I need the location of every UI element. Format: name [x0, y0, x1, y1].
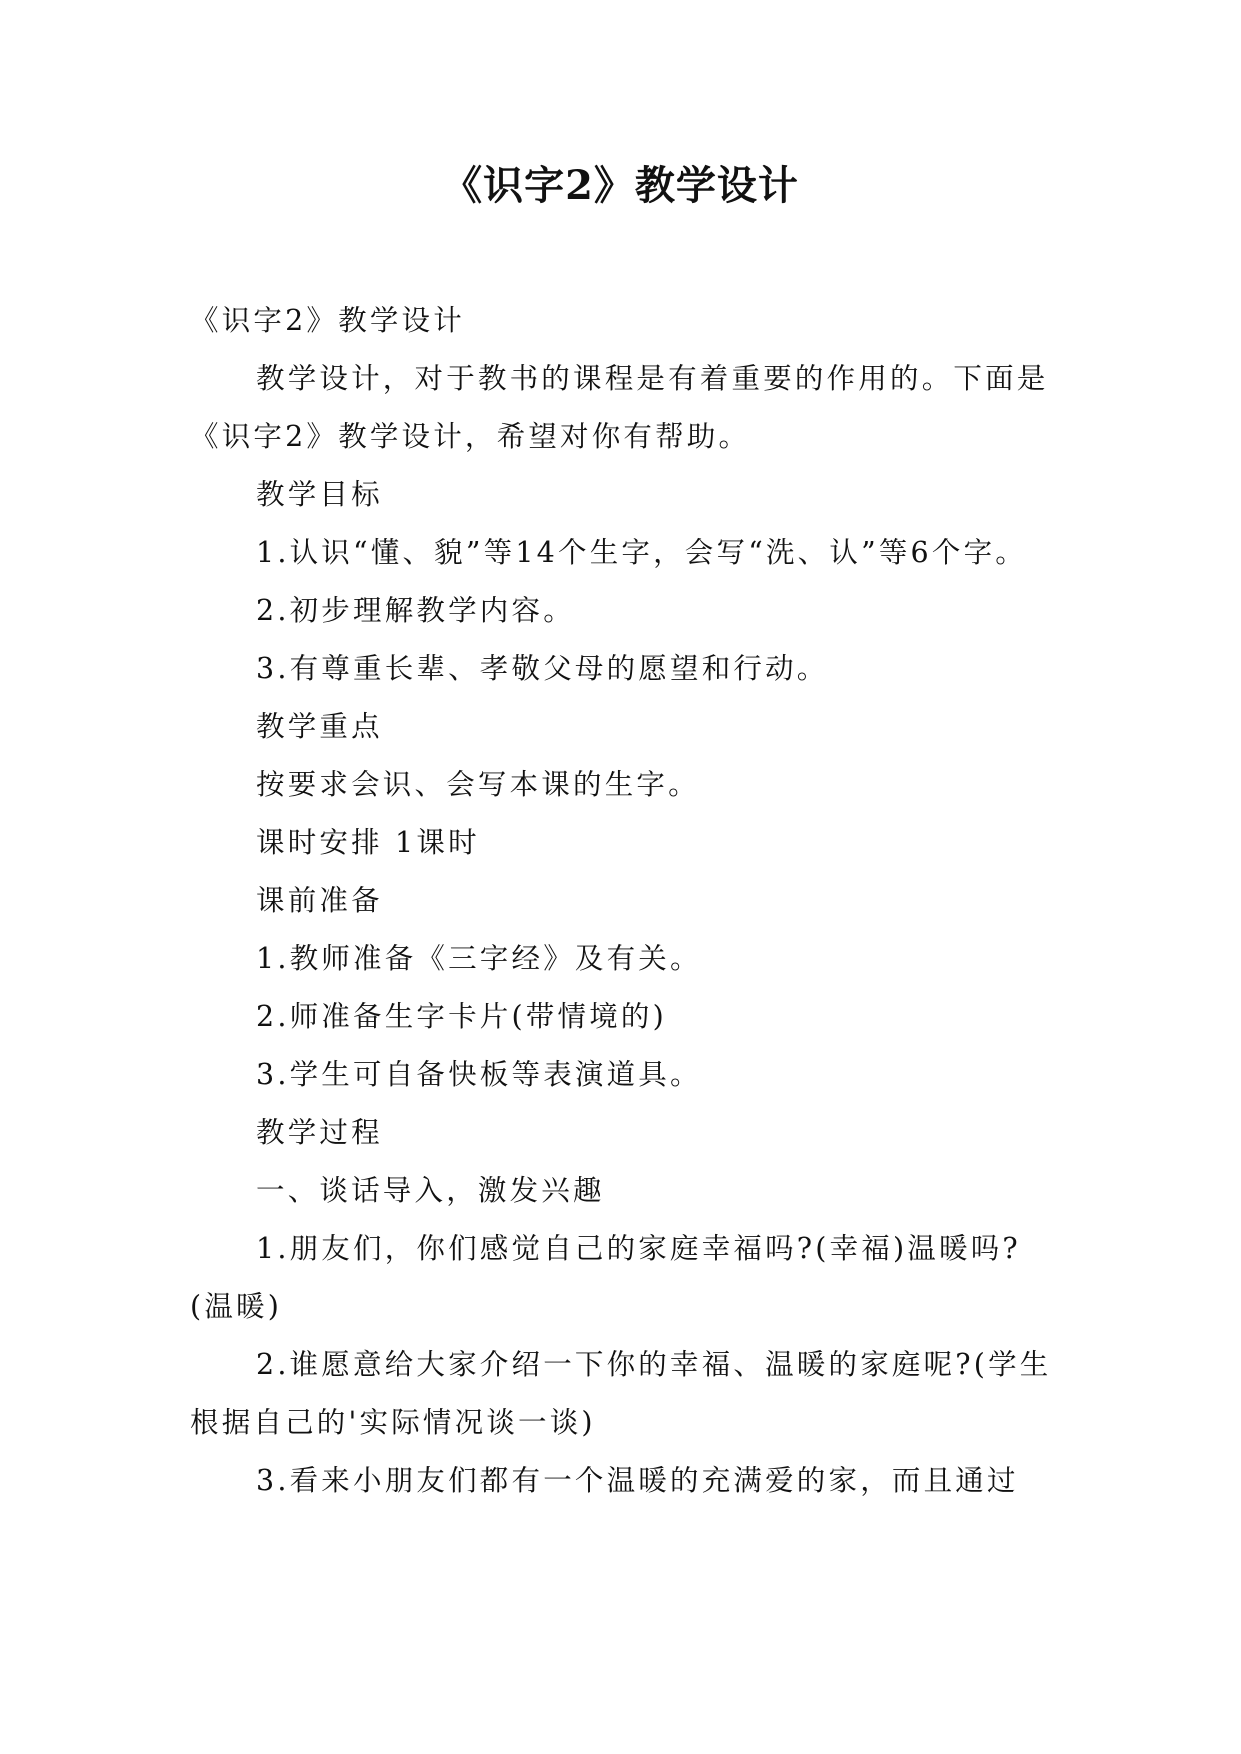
process-subheading-1: 一、谈话导入，激发兴趣 — [256, 1174, 605, 1207]
preparation-item-1: 1.教师准备《三字经》及有关。 — [256, 942, 702, 975]
schedule-text: 课时安排 1课时 — [256, 826, 480, 859]
section-heading-goals: 教学目标 — [256, 478, 383, 511]
goal-item-3: 3.有尊重长辈、孝敬父母的愿望和行动。 — [256, 652, 829, 685]
process-item-3: 3.看来小朋友们都有一个温暖的充满爱的家，而且通过 — [256, 1464, 1019, 1497]
paragraph-heading: 《识字2》教学设计 — [190, 304, 465, 337]
document-title: 《识字2》教学设计 — [442, 162, 799, 209]
section-heading-preparation: 课前准备 — [256, 884, 383, 917]
focus-text: 按要求会识、会写本课的生字。 — [256, 768, 700, 801]
goal-item-2: 2.初步理解教学内容。 — [256, 594, 575, 627]
process-item-2: 2.谁愿意给大家介绍一下你的幸福、温暖的家庭呢?(学生根据自己的'实际情况谈一谈) — [190, 1348, 1052, 1439]
section-heading-focus: 教学重点 — [256, 710, 383, 743]
goal-item-1: 1.认识“懂、貌”等14个生字，会写“洗、认”等6个字。 — [256, 536, 1027, 569]
section-heading-process: 教学过程 — [256, 1116, 383, 1149]
document-body — [190, 292, 1056, 1510]
preparation-item-2: 2.师准备生字卡片(带情境的) — [256, 1000, 667, 1033]
paragraph-intro: 教学设计，对于教书的课程是有着重要的作用的。下面是《识字2》教学设计，希望对你有帮助。 — [190, 362, 1049, 453]
process-item-1: 1.朋友们，你们感觉自己的家庭幸福吗?(幸福)温暖吗?(温暖) — [190, 1232, 1021, 1323]
preparation-item-3: 3.学生可自备快板等表演道具。 — [256, 1058, 702, 1091]
